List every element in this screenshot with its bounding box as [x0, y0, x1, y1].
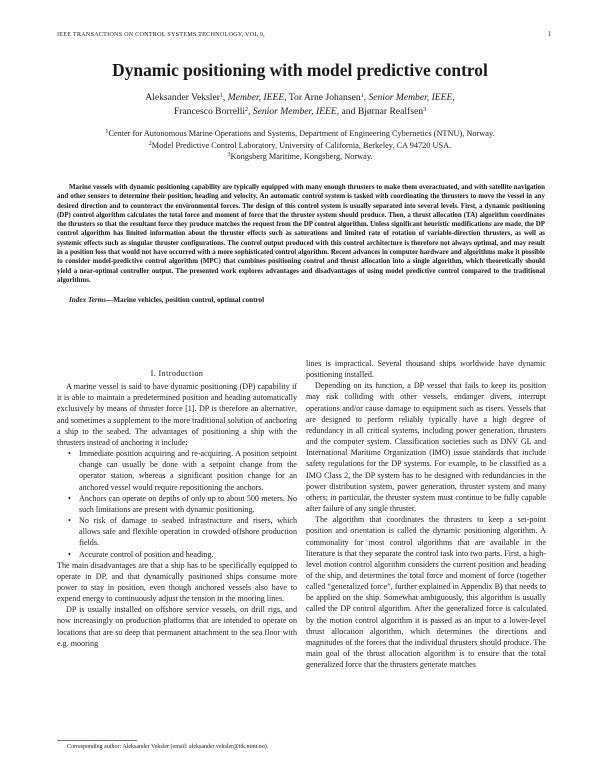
page-number: 1 — [547, 30, 551, 38]
paragraph: The algorithm that coordinates the thrusters to keep a set-point position and orientation is called the dynamic positioning algorithm. A commonality for most control algorithms that are available in the literature is that they separate the control task into two parts. First, a high-level motion control algorithm considers the current position and heading of the ship, and determines the total force and moment of force (together called “generalized force”, further explained in Appendix B) that needs to be applied on the ship. Somewhat ambiguously, this algorithm is usually called the DP control algorithm. After the generalized force is calculated by the motion control algorithm it is passed as an input to a lower-level thrust allocation algorithm, which determines the directions and magnitudes of the forces that the individual thrusters should produce. The main goal of the thrust allocation algorithm is to ensure that the total generalized force that the thrusters generate matches — [306, 515, 546, 670]
affiliation-mark: 2 — [148, 140, 152, 147]
list-item: • No risk of damage to seabed infrastructure and risers, which allows safe and flexible operation in crowded offshore production fields. — [79, 515, 297, 548]
list-item: • Anchors can operate on depths of only up to about 500 meters. No such limitations are present with dynamic positioning. — [79, 493, 297, 515]
affiliation-text: Kongsberg Maritime, Kongsberg, Norway. — [230, 152, 373, 162]
author-role: Senior Member, IEEE — [368, 92, 453, 103]
section-heading: I. Introduction — [150, 369, 204, 378]
author-name: Francesco Borrelli — [173, 105, 246, 117]
affiliation — [40, 140, 560, 152]
affiliation-mark: 3 — [227, 152, 231, 159]
list-item: • Accurate control of position and heading. — [79, 549, 297, 560]
index-terms — [57, 296, 545, 304]
paragraph: lines is impractical. Several thousand ships worldwide have dynamic positioning installed. — [306, 359, 546, 380]
author-role: Member, IEEE — [227, 92, 285, 103]
running-head: IEEE TRANSACTIONS ON CONTROL SYSTEMS TECHNOLOGY, VOL 9, — [57, 31, 265, 38]
author-affil-mark: 2 — [245, 106, 249, 113]
index-terms-text: —Marine vehicles, position control, optimal control — [106, 296, 265, 304]
author-role: Senior Member, IEEE — [252, 105, 337, 117]
author-name: Tor Arne Johansen — [288, 92, 361, 103]
paragraph: DP is usually installed on offshore service vessels, on drill rigs, and now increasingly on production platforms that are intended to operate on locations that are so deep that permanent attachment to the sea floor with e.g. mooring — [57, 605, 297, 648]
affiliation-mark: 1 — [105, 129, 109, 135]
author-name: Bjørnar Realfsen — [357, 105, 424, 117]
abstract: Marine vessels with dynamic positioning capability are typically equipped with many enough thrusters to make them overactuated, and with satellite navigation and other sensors to determine their position, heading and velocity. An automatic control system is tasked with coordinating the thrusters to move the vessel in any desired direction and to counteract the environmental forces. The design of this control system is usually separated into several levels. First, a dynamic positioning (DP) control algorithm calculates the total force and moment of force that the thruster system should produce. Then, a thrust allocation (TA) algorithm coordinates the thrusters so that the resultant force they produce matches the request from the DP control algorithm. Unless significant heuristic modifications are made, the DP control algorithm has limited information about the thruster effects such as saturations and limited rate of rotation of variable-direction thrusters, as well as systemic effects such as singular thruster configurations. The control output produced with this control architecture is therefore not always optimal, and may result in a position loss that would not have occurred with a more sophisticated control algorithm. Recent advances in computer hardware and algorithms make it possible to consider model-predictive control algorithm (MPC) that combines positioning control and thrust allocation into a single algorithm, which theoretically should yield a near-optimal controller output. The presented work explores advantages and disadvantages of using model predictive control compared to the traditional algorithms. — [57, 183, 545, 284]
affiliation — [40, 151, 560, 163]
paragraph: Depending on its function, a DP vessel that fails to keep its position may risk colliding with other vessels, endanger divers, interrupt operations and/or cause damage to equipment such as risers. Vessels that are designed to perform reliably typically have a high degree of redundancy in all critical systems, including power generation, thrusters and the computer system. Classification societies such as DNV GL and International Maritime Organization (IMO) issue standards that include safety regulations for the DP systems. For example, to be classified as a IMO Class 2, the DP system has to be designed with redundancies in the power distribution system, power generation, thruster system and many others; in particular, the thruster system must continue to be fully capable after failure of any single thruster. — [306, 381, 546, 514]
paragraph: The main disadvantages are that a ship has to be specifically equipped to operate in DP, and that dynamically positioned ships consume more power to stay in position, even though anchored vessels also have to expend energy to continuously adjust the tension in the mooring lines. — [57, 560, 297, 604]
affiliations — [40, 128, 560, 163]
affiliation — [40, 128, 560, 140]
left-column — [57, 356, 297, 649]
author-list: Aleksander Veksler$^1$, Member, IEEE, Tor Arne Johansen$^1$, Senior Member, IEEE, Francesco Borrelli$^2$, Senior Member, IEEE, and Bjørnar Realfsen$^3$ — [145, 92, 455, 117]
paragraph: A marine vessel is said to have dynamic positioning (DP) capability if it is able to maintain a predetermined position and heading automatically exclusively by means of thruster force [1]. DP is therefore an alternative, and sometimes a supplement to the more traditional solution of anchoring a ship to the seabed. The advantages of positioning a ship with the thrusters instead of anchoring it include: — [57, 382, 297, 447]
footnote: Corresponding author: Aleksander Veksler (email: aleksander.veksler@itk.ntnu.no). — [67, 744, 269, 750]
author-affil-mark: 1 — [219, 93, 223, 99]
list-item: • Immediate position acquiring and re-acquiring. A position setpoint change can usually be done with a setpoint change from the operator station, whereas a significant position change for an anchored vessel would require repositioning the anchors. — [79, 448, 297, 493]
index-terms-label: Index Terms — [69, 296, 107, 304]
paper-title: Dynamic positioning with model predictive control — [112, 60, 488, 80]
author-affil-mark: 3 — [423, 106, 427, 113]
affiliation-text: Center for Autonomous Marine Operations and Systems, Department of Engineering Cybernetics (NTNU), Norway. — [108, 129, 495, 138]
advantages-list — [57, 448, 297, 560]
author-name: Aleksander Veksler — [145, 92, 220, 103]
footnote-rule — [57, 740, 137, 741]
author-affil-mark: 1 — [360, 93, 364, 99]
affiliation-text: Model Predictive Control Laboratory, University of California, Berkeley, CA 94720 USA. — [151, 140, 452, 150]
right-column — [306, 358, 546, 670]
